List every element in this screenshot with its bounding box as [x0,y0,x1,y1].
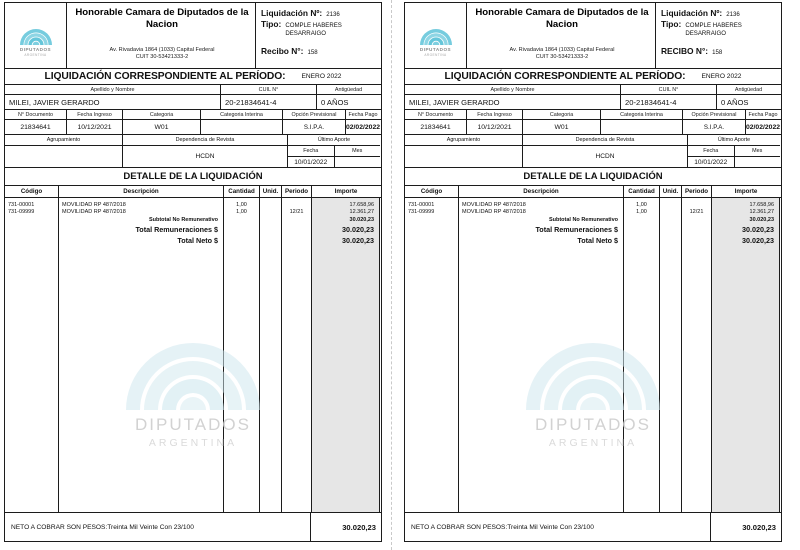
summary-label-total-remuneraciones: Total Remuneraciones $ [135,224,218,234]
value-categoria: W01 [523,120,601,134]
row-codigo: 731-00001 [8,201,35,208]
receipt-panel-right [404,2,782,542]
recibo-value: 158 [712,49,723,57]
body-col-unid [660,198,682,512]
liquidacion-field [261,8,377,18]
row-periodo: 12/21 [689,209,704,216]
body-col-unid [260,198,282,512]
summary-label-subtotal: Subtotal No Remunerativo [548,216,618,223]
ultimo-aporte-fecha-label: Fecha [288,146,335,156]
dependencia-value: HCDN [195,153,215,160]
row-unid [660,201,681,209]
detail-columns-row [5,186,381,198]
summary-value-total-remuneraciones: 30.020,23 [342,224,374,234]
row-cantidad: 1,00 [236,201,247,208]
detail-body [5,198,381,513]
body-col-cantidad [624,198,660,512]
value-fecha-ingreso: 10/12/2021 [67,120,123,134]
row-codigo: 731-00001 [408,201,435,208]
detail-columns-row [405,186,781,198]
col-cantidad: Cantidad [624,186,660,197]
col-descripcion: Descripción [459,186,624,197]
footer-text: NETO A COBRAR SON PESOS:Treinta Mil Veinte Con 23/100 [5,513,311,541]
col-categoria-interina: Categoria Interina [601,110,683,119]
summary-label-subtotal: Subtotal No Remunerativo [148,216,218,223]
watermark-caption: DIPUTADOS [535,415,651,434]
liquidacion-value: 2136 [726,11,740,18]
row-importe: 17.658,96 [349,201,374,208]
liquidacion-label: Liquidación Nº: [261,8,323,18]
org-block [67,3,255,68]
col-categoria: Categoria [123,110,201,119]
row-codigo: 731-09999 [408,209,435,216]
value-antiguedad: 0 AÑOS [321,97,349,107]
tipo-field [661,19,777,37]
col-importe: Importe [734,188,758,195]
row-cantidad: 1,00 [236,209,247,216]
tipo-label: Tipo: [661,19,682,29]
row-descripcion: MOVILIDAD RP 487/2018 [462,201,526,208]
row-descripcion: MOVILIDAD RP 487/2018 [462,209,526,216]
value-apellido-nombre: MILEI, JAVIER GERARDO [5,95,221,109]
org-address [473,47,651,64]
employee-header-row [5,85,381,95]
agrupamiento-value [405,146,522,167]
ultimo-aporte-col [688,135,780,167]
ultimo-aporte-fecha-value: 10/01/2022 [288,157,335,167]
row-unid [260,201,281,209]
col-fecha-ingreso: Fecha Ingreso [67,110,123,119]
ultimo-aporte-label: Último Aporte [288,135,380,146]
assignment-block [5,135,381,168]
col-cuil: CUIL N° [221,85,317,94]
detail-title: DETALLE DE LA LIQUIDACIÓN [405,168,781,186]
agrupamiento-col [405,135,523,167]
row-unid [260,209,281,217]
ultimo-aporte-label: Último Aporte [688,135,780,146]
row-descripcion: MOVILIDAD RP 487/2018 [62,209,126,216]
col-apellido-nombre: Apellido y Nombre [5,85,221,94]
ultimo-aporte-subheaders [688,146,780,157]
employee-header-row [405,85,781,95]
col-importe: Importe [334,188,358,195]
row-cantidad: 1,00 [636,209,647,216]
col-antiguedad: Antigüedad [334,86,363,93]
body-col-importe [312,198,380,512]
value-cuil: 20-21834641-4 [621,95,717,109]
ultimo-aporte-mes-value [735,157,781,167]
agrupamiento-value [5,146,122,167]
period-title: LIQUIDACIÓN CORRESPONDIENTE AL PERÍODO: [444,71,686,82]
arch-logo-icon [417,16,455,46]
summary-value-subtotal: 30.020,23 [749,216,774,223]
value-opcion-previsional: S.I.P.A. [683,120,746,134]
value-antiguedad: 0 AÑOS [721,97,749,107]
panel-header [5,3,381,69]
value-categoria-interina [201,120,283,134]
col-fecha-ingreso: Fecha Ingreso [467,110,523,119]
org-address-line1: Av. Rivadavia 1864 (1033) Capital Federal [109,46,215,53]
recibo-field [661,46,777,56]
agrupamiento-label: Agrupamiento [5,135,122,146]
employee-value-row [5,95,381,110]
org-block [467,3,655,68]
value-categoria: W01 [123,120,201,134]
body-col-periodo [282,198,312,512]
tipo-value-line2: DESARRAIGO [285,29,326,37]
row-descripcion: MOVILIDAD RP 487/2018 [62,201,126,208]
org-address [73,47,251,64]
col-periodo: Periodo [282,186,312,197]
arch-logo-icon [17,16,55,46]
employment-header-row [405,110,781,120]
col-categoria: Categoria [523,110,601,119]
col-descripcion: Descripción [59,186,224,197]
detail-title: DETALLE DE LA LIQUIDACIÓN [5,168,381,186]
tipo-value [685,22,742,37]
dependencia-col [523,135,688,167]
value-fecha-pago: 02/02/2022 [746,123,780,131]
dependencia-label: Dependencia de Revista [123,135,287,146]
assignment-block [405,135,781,168]
liquidacion-field [661,8,777,18]
receipt-panel-left [4,2,382,542]
dependencia-col [123,135,288,167]
summary-value-total-neto: 30.020,23 [742,235,774,245]
org-address-line2: CUIT 30-53421333-2 [135,54,189,61]
summary-value-total-remuneraciones: 30.020,23 [742,224,774,234]
watermark-subcaption: ARGENTINA [148,437,238,449]
body-col-descripcion [459,198,624,512]
col-codigo: Código [5,186,59,197]
recibo-label: Recibo N°: [261,46,304,57]
panel-header [405,3,781,69]
row-importe: 17.658,96 [749,201,774,208]
period-band [5,69,381,85]
row-codigo: 731-09999 [8,209,35,216]
ultimo-aporte-col [288,135,380,167]
row-importe: 12.361,27 [349,209,374,216]
ultimo-aporte-fecha-label: Fecha [688,146,735,156]
ultimo-aporte-fecha-value: 10/01/2022 [688,157,735,167]
employment-value-row [5,120,381,135]
col-unid: Unid. [260,186,282,197]
col-apellido-nombre: Apellido y Nombre [405,85,621,94]
summary-label-total-neto: Total Neto $ [177,235,218,245]
footer-row [5,513,381,541]
ultimo-aporte-mes-label: Mes [752,148,763,154]
body-col-codigo [5,198,59,512]
col-cantidad: Cantidad [224,186,260,197]
footer-amount: 30.020,23 [742,522,776,532]
logo-caption: DIPUTADOS [419,47,452,53]
value-documento: 21834641 [5,120,67,134]
ultimo-aporte-mes-label: Mes [352,148,363,154]
value-documento: 21834641 [405,120,467,134]
diputados-logo [5,3,67,68]
period-band [405,69,781,85]
summary-label-total-neto: Total Neto $ [577,235,618,245]
summary-label-total-remuneraciones: Total Remuneraciones $ [535,224,618,234]
logo-caption: DIPUTADOS [19,47,52,53]
recibo-field [261,46,377,56]
row-unid [660,209,681,217]
body-col-importe [712,198,780,512]
tipo-value-line1: COMPLE HABERES [685,22,742,29]
value-categoria-interina [601,120,683,134]
liquidacion-label: Liquidación Nº: [661,8,723,18]
col-cuil: CUIL N° [621,85,717,94]
org-address-line1: Av. Rivadavia 1864 (1033) Capital Federal [509,46,615,53]
org-title: Honorable Camara de Diputados de la Nacion [75,7,249,30]
recibo-value: 158 [307,49,318,57]
col-fecha-pago: Fecha Pago [748,111,778,118]
watermark-subcaption: ARGENTINA [548,437,638,449]
col-codigo: Código [405,186,459,197]
agrupamiento-col [5,135,123,167]
watermark-caption: DIPUTADOS [135,415,251,434]
col-antiguedad: Antigüedad [734,86,763,93]
ultimo-aporte-mes-value [335,157,381,167]
row-cantidad: 1,00 [636,201,647,208]
liquidacion-value: 2136 [326,11,340,18]
summary-value-total-neto: 30.020,23 [342,235,374,245]
employment-value-row [405,120,781,135]
recibo-label: RECIBO N°: [661,46,709,57]
period-title: LIQUIDACIÓN CORRESPONDIENTE AL PERÍODO: [44,71,286,82]
tipo-value-line2: DESARRAIGO [685,29,726,37]
detail-body [405,198,781,513]
row-periodo: 12/21 [289,209,304,216]
body-col-codigo [405,198,459,512]
row-periodo [682,201,711,209]
col-opcion-previsional: Opción Previsional [683,110,746,119]
summary-value-subtotal: 30.020,23 [349,216,374,223]
period-value: ENERO 2022 [701,73,742,80]
employment-header-row [5,110,381,120]
col-opcion-previsional: Opción Previsional [283,110,346,119]
tipo-field [261,19,377,37]
tipo-value [285,22,342,37]
col-categoria-interina: Categoria Interina [201,110,283,119]
footer-text: NETO A COBRAR SON PESOS:Treinta Mil Veinte Con 23/100 [405,513,711,541]
footer-amount: 30.020,23 [342,522,376,532]
row-periodo [282,201,311,209]
logo-subcaption: ARGENTINA [424,52,447,57]
dependencia-value: HCDN [595,153,615,160]
logo-subcaption: ARGENTINA [24,52,47,57]
ultimo-aporte-subheaders [288,146,380,157]
footer-row [405,513,781,541]
diputados-logo [405,3,467,68]
header-meta [655,3,781,68]
col-unid: Unid. [660,186,682,197]
tipo-value-line1: COMPLE HABERES [285,22,342,29]
body-col-cantidad [224,198,260,512]
value-fecha-ingreso: 10/12/2021 [467,120,523,134]
col-fecha-pago: Fecha Pago [348,111,378,118]
row-importe: 12.361,27 [749,209,774,216]
value-opcion-previsional: S.I.P.A. [283,120,346,134]
col-documento: N° Documento [5,110,67,119]
dependencia-label: Dependencia de Revista [523,135,687,146]
body-col-descripcion [59,198,224,512]
col-documento: N° Documento [405,110,467,119]
agrupamiento-label: Agrupamiento [405,135,522,146]
employee-value-row [405,95,781,110]
col-periodo: Periodo [682,186,712,197]
value-fecha-pago: 02/02/2022 [346,123,380,131]
body-col-periodo [682,198,712,512]
org-title: Honorable Camara de Diputados de la Nacion [475,7,649,30]
value-cuil: 20-21834641-4 [221,95,317,109]
value-apellido-nombre: MILEI, JAVIER GERARDO [405,95,621,109]
period-value: ENERO 2022 [301,73,342,80]
org-address-line2: CUIT 30-53421333-2 [535,54,589,61]
ultimo-aporte-values [688,157,780,167]
tipo-label: Tipo: [261,19,282,29]
ultimo-aporte-values [288,157,380,167]
header-meta [255,3,381,68]
